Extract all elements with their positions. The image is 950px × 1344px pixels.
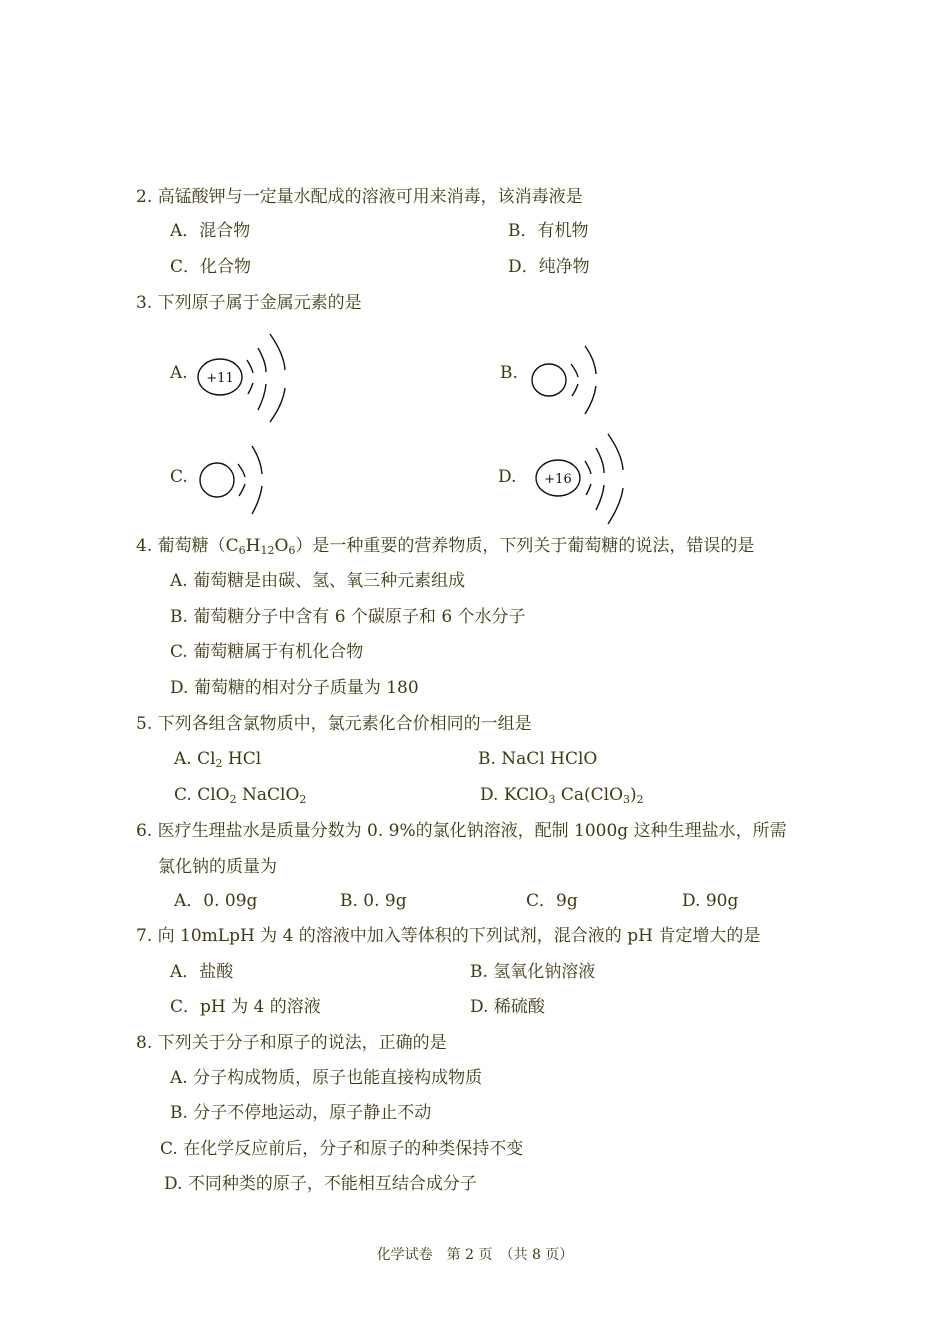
q7-option-a: A．盐酸 [170,962,234,982]
page-footer: 化学试卷 第 2 页 （共 8 页） [376,1247,574,1263]
q8-option-d: D. 不同种类的原子，不能相互结合成分子 [164,1174,477,1194]
q3-option-a-label: A. [170,363,188,383]
q3-option-d-label: D. [498,467,517,487]
q8-option-a: A. 分子构成物质，原子也能直接构成物质 [170,1068,483,1088]
q2-option-c: C．化合物 [170,257,252,277]
q3-option-b-label: B. [500,363,518,383]
q7-stem: 7. 向 10mLpH 为 4 的溶液中加入等体积的下列试剂，混合液的 pH 肯定增大的是 [136,926,761,946]
q4-option-b: B. 葡萄糖分子中含有 6 个碳原子和 6 个水分子 [170,607,526,627]
q6-option-d: D. 90g [682,891,739,911]
q6-option-b: B. 0. 9g [340,891,407,911]
atom-d-nucleus-label: +16 [544,472,572,487]
q8-option-b: B. 分子不停地运动，原子静止不动 [170,1103,432,1123]
atom-diagram-a [190,330,300,426]
atom-diagram-c [195,440,285,520]
q7-option-d: D. 稀硫酸 [470,997,545,1017]
q6-option-c: C．9g [526,891,578,911]
q3-stem: 3. 下列原子属于金属元素的是 [136,293,362,313]
q5-stem: 5. 下列各组含氯物质中，氯元素化合价相同的一组是 [136,714,532,734]
q5-option-c: C. ClO$_2$ NaClO$_2$ [174,785,307,806]
q2-option-d: D．纯净物 [508,257,590,277]
atom-a-nucleus-label: +11 [206,371,234,386]
q3-option-c-label: C. [170,467,188,487]
q4-stem: 4. 葡萄糖$(C_6H_{12}O_6)$是一种重要的营养物质，下列关于葡萄糖的说法，错误的是 [136,536,755,557]
q5-option-a: A. $Cl_2$ HCl [174,749,262,770]
q7-option-b: B. 氢氧化钠溶液 [470,962,596,982]
q2-option-b: B．有机物 [508,221,589,241]
q7-option-c: C．pH 为 4 的溶液 [170,997,321,1017]
q8-option-c: C. 在化学反应前后，分子和原子的种类保持不变 [160,1139,524,1159]
q6-stem-line1: 6. 医疗生理盐水是质量分数为 0. 9%的氯化钠溶液，配制 1000g 这种生理盐水，所需 [136,821,787,841]
q2-stem: 2. 高锰酸钾与一定量水配成的溶液可用来消毒，该消毒液是 [136,187,583,207]
q4-option-c: C. 葡萄糖属于有机化合物 [170,642,364,662]
atom-diagram-b [525,340,615,420]
q8-stem: 8. 下列关于分子和原子的说法，正确的是 [136,1033,447,1053]
q2-option-a: A．混合物 [170,221,251,241]
q6-stem-line2: 氯化钠的质量为 [158,857,277,877]
q6-option-a: A．0. 09g [174,891,258,911]
q5-option-d: D. KClO$_3$ $Ca(ClO_3)_2$ [480,785,644,806]
q4-option-d: D. 葡萄糖的相对分子质量为 180 [170,678,419,698]
atom-diagram-d [530,430,640,530]
q4-option-a: A. 葡萄糖是由碳、氢、氧三种元素组成 [170,571,466,591]
q5-option-b: B. NaCl HClO [478,749,598,769]
